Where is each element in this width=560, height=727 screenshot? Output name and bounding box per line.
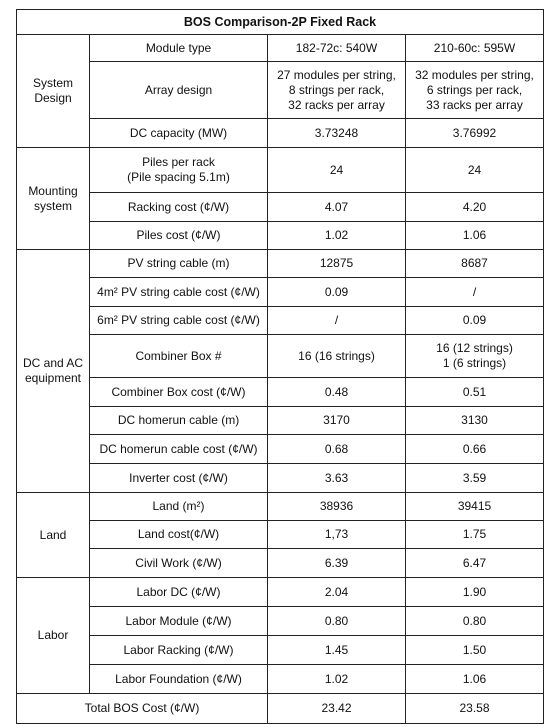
value-cell-540w: 12875 <box>268 250 406 278</box>
table-row <box>17 407 544 435</box>
table-row <box>17 250 544 278</box>
value-cell-595w: 24 <box>406 148 544 193</box>
value-cell-595w: 3.59 <box>406 464 544 493</box>
total-value-595w: 23.58 <box>406 694 544 724</box>
value-cell-595w: 3.76992 <box>406 119 544 148</box>
table-row <box>17 636 544 665</box>
value-cell-540w: 1.02 <box>268 222 406 250</box>
row-label: Piles per rack (Pile spacing 5.1m) <box>90 148 268 193</box>
value-cell-595w: 6.47 <box>406 549 544 578</box>
row-label: DC homerun cable cost (¢/W) <box>90 435 268 464</box>
value-cell-540w: 4.07 <box>268 193 406 222</box>
value-cell-595w: 4.20 <box>406 193 544 222</box>
value-cell-595w: 0.80 <box>406 607 544 636</box>
table-row <box>17 193 544 222</box>
row-label: Land cost(¢/W) <box>90 521 268 549</box>
row-label: Civil Work (¢/W) <box>90 549 268 578</box>
value-cell-540w: 1.02 <box>268 665 406 694</box>
table-row <box>17 119 544 148</box>
row-label: Labor Module (¢/W) <box>90 607 268 636</box>
table-row <box>17 62 544 119</box>
value-cell-595w: 1.06 <box>406 222 544 250</box>
value-cell-595w: 0.09 <box>406 307 544 335</box>
value-cell-595w: 1.90 <box>406 578 544 607</box>
value-cell-540w: 3.63 <box>268 464 406 493</box>
value-cell-540w: 1.45 <box>268 636 406 665</box>
table-row <box>17 378 544 407</box>
value-cell-540w: / <box>268 307 406 335</box>
value-cell-540w: 0.09 <box>268 278 406 307</box>
value-cell-540w: 1,73 <box>268 521 406 549</box>
value-cell-540w: 38936 <box>268 493 406 521</box>
row-label: DC capacity (MW) <box>90 119 268 148</box>
table-row <box>17 335 544 378</box>
value-cell-595w: 39415 <box>406 493 544 521</box>
group-labor: Labor <box>17 578 90 694</box>
row-label: Combiner Box # <box>90 335 268 378</box>
value-cell-595w: 1.75 <box>406 521 544 549</box>
row-label: DC homerun cable (m) <box>90 407 268 435</box>
value-cell-595w: 16 (12 strings) 1 (6 strings) <box>406 335 544 378</box>
total-row <box>17 694 544 724</box>
group-mounting-system: Mounting system <box>17 148 90 250</box>
value-cell-540w: 0.48 <box>268 378 406 407</box>
table-row <box>17 222 544 250</box>
table-row <box>17 549 544 578</box>
group-system-design: System Design <box>17 35 90 148</box>
value-cell-595w: 32 modules per string, 6 strings per rack, 33 racks per array <box>406 62 544 119</box>
value-cell-540w: 24 <box>268 148 406 193</box>
value-cell-540w: 0.68 <box>268 435 406 464</box>
bos-comparison-table <box>16 9 544 724</box>
table-row <box>17 607 544 636</box>
value-cell-595w: 210-60c: 595W <box>406 35 544 62</box>
row-label: Module type <box>90 35 268 62</box>
value-cell-540w: 0.80 <box>268 607 406 636</box>
value-cell-595w: 1.06 <box>406 665 544 694</box>
value-cell-540w: 27 modules per string, 8 strings per rack, 32 racks per array <box>268 62 406 119</box>
table-row <box>17 435 544 464</box>
row-label: 4m² PV string cable cost (¢/W) <box>90 278 268 307</box>
value-cell-540w: 2.04 <box>268 578 406 607</box>
group-dc-ac-equipment: DC and AC equipment <box>17 250 90 493</box>
row-label: Labor Racking (¢/W) <box>90 636 268 665</box>
table-row <box>17 464 544 493</box>
value-cell-595w: 8687 <box>406 250 544 278</box>
row-label: Inverter cost (¢/W) <box>90 464 268 493</box>
table-row <box>17 148 544 193</box>
value-cell-595w: / <box>406 278 544 307</box>
row-label: Labor Foundation (¢/W) <box>90 665 268 694</box>
value-cell-540w: 6.39 <box>268 549 406 578</box>
row-label: Piles cost (¢/W) <box>90 222 268 250</box>
row-label: Combiner Box cost (¢/W) <box>90 378 268 407</box>
row-label: Array design <box>90 62 268 119</box>
table-title: BOS Comparison-2P Fixed Rack <box>17 10 544 35</box>
table-row <box>17 665 544 694</box>
value-cell-540w: 16 (16 strings) <box>268 335 406 378</box>
table-row <box>17 307 544 335</box>
group-land: Land <box>17 493 90 578</box>
total-value-540w: 23.42 <box>268 694 406 724</box>
row-label: PV string cable (m) <box>90 250 268 278</box>
value-cell-595w: 3130 <box>406 407 544 435</box>
table-row <box>17 278 544 307</box>
value-cell-540w: 3170 <box>268 407 406 435</box>
table-row <box>17 493 544 521</box>
row-label: Labor DC (¢/W) <box>90 578 268 607</box>
table-row <box>17 35 544 62</box>
row-label: Racking cost (¢/W) <box>90 193 268 222</box>
value-cell-540w: 182-72c: 540W <box>268 35 406 62</box>
value-cell-595w: 0.66 <box>406 435 544 464</box>
table-row <box>17 521 544 549</box>
value-cell-595w: 1.50 <box>406 636 544 665</box>
row-label: 6m² PV string cable cost (¢/W) <box>90 307 268 335</box>
value-cell-540w: 3.73248 <box>268 119 406 148</box>
table-title-row <box>17 10 544 35</box>
row-label: Land (m²) <box>90 493 268 521</box>
table-row <box>17 578 544 607</box>
value-cell-595w: 0.51 <box>406 378 544 407</box>
total-label: Total BOS Cost (¢/W) <box>17 694 268 724</box>
